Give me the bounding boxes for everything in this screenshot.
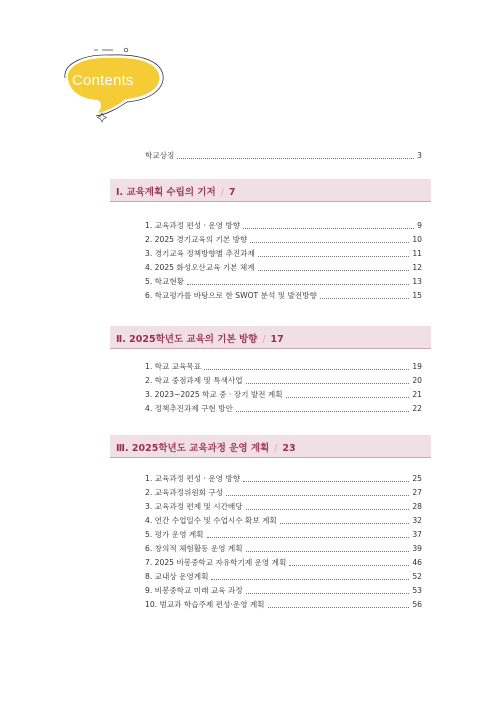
toc-entry[interactable] <box>145 558 422 568</box>
toc-entry-label: 6. 창의적 체험활동 운영 계획 <box>145 544 243 553</box>
toc-entry-label: 4. 2025 화성오산교육 기본 체계 <box>145 263 255 272</box>
toc-entry-page: 20 <box>412 376 422 385</box>
toc-entry-page: 13 <box>412 277 422 286</box>
toc-entry[interactable] <box>145 390 422 400</box>
toc-entry[interactable] <box>145 404 422 414</box>
leader-dots <box>226 495 409 496</box>
leader-dots <box>258 256 409 257</box>
toc-entry-intro[interactable] <box>145 151 422 161</box>
toc-entry[interactable] <box>145 277 422 287</box>
toc-entry-label: 학교상징 <box>145 151 175 160</box>
toc-entry[interactable] <box>145 502 422 512</box>
leader-dots <box>280 523 410 524</box>
toc-entry[interactable] <box>145 263 422 273</box>
leader-dots <box>243 228 414 229</box>
toc-entry-page: 15 <box>412 291 422 300</box>
toc-entry-label: 9. 비봉중학교 미래 교육 과정 <box>145 586 243 595</box>
section-header-2[interactable] <box>110 326 431 349</box>
toc-entry-label: 8. 교내상 운영계획 <box>145 572 209 581</box>
toc-entry[interactable] <box>145 221 422 231</box>
section-title <box>116 184 236 198</box>
leader-dots <box>204 369 409 370</box>
section-separator: / <box>262 334 266 345</box>
toc-entry-label: 7. 2025 비봉중학교 자유학기제 운영 계획 <box>145 558 287 567</box>
deco-circle <box>124 48 128 52</box>
section-title-text: Ⅱ. 2025학년도 교육의 기본 방향 <box>116 334 258 345</box>
section-page: 17 <box>270 334 284 345</box>
leader-dots <box>187 284 409 285</box>
toc-entry-page: 28 <box>412 502 422 511</box>
toc-entry[interactable] <box>145 530 422 540</box>
leader-dots <box>286 397 410 398</box>
toc-entry[interactable] <box>145 362 422 372</box>
leader-dots <box>236 411 409 412</box>
leader-dots <box>268 607 410 608</box>
toc-entry[interactable] <box>145 488 422 498</box>
leader-dots <box>250 242 409 243</box>
toc-entry[interactable] <box>145 376 422 386</box>
toc-entry-label: 1. 교육과정 편성 · 운영 방향 <box>145 474 241 483</box>
section-page: 7 <box>228 187 236 198</box>
toc-entry-label: 2. 2025 경기교육의 기본 방향 <box>145 235 248 244</box>
toc-entry-label: 3. 2023~2025 학교 중 · 장기 발전 계획 <box>145 390 283 399</box>
toc-entry-label: 6. 학교평가를 바탕으로 한 SWOT 분석 및 발전방향 <box>145 291 317 300</box>
toc-entry-label: 1. 학교 교육목표 <box>145 362 202 371</box>
section-header-1[interactable] <box>110 179 431 202</box>
section-title-text: Ⅲ. 2025학년도 교육과정 운영 계획 <box>116 443 270 454</box>
leader-dots <box>320 298 410 299</box>
section-title-text: Ⅰ. 교육계획 수립의 기저 <box>116 187 216 198</box>
section-separator: / <box>220 187 224 198</box>
toc-entry-page: 12 <box>412 263 422 272</box>
leader-dots <box>243 481 409 482</box>
toc-entry-page: 11 <box>412 249 422 258</box>
section-title <box>116 440 296 454</box>
toc-entry-page: 10 <box>412 235 422 244</box>
toc-entry-label: 4. 정책추진과제 구현 방안 <box>145 404 233 413</box>
leader-dots <box>207 537 410 538</box>
toc-entry-page: 32 <box>412 516 422 525</box>
leader-dots <box>246 593 410 594</box>
toc-entry-label: 1. 교육과정 편성 · 운영 방향 <box>145 221 241 230</box>
toc-entry[interactable] <box>145 474 422 484</box>
toc-entry[interactable] <box>145 544 422 554</box>
toc-entry[interactable] <box>145 586 422 596</box>
toc-entry[interactable] <box>145 516 422 526</box>
toc-entry[interactable] <box>145 249 422 259</box>
toc-entry[interactable] <box>145 291 422 301</box>
toc-entry-page: 37 <box>412 530 422 539</box>
toc-entry[interactable] <box>145 572 422 582</box>
toc-entry-label: 2. 교육과정위원회 구성 <box>145 488 224 497</box>
toc-entry-page: 3 <box>417 151 422 160</box>
toc-entry-page: 19 <box>412 362 422 371</box>
section-title <box>116 331 284 345</box>
toc-entry-label: 2. 학교 중점과제 및 특색사업 <box>145 376 243 385</box>
toc-entry-label: 5. 학교현황 <box>145 277 185 286</box>
toc-entry-page: 56 <box>412 600 422 609</box>
toc-entry-page: 25 <box>412 474 422 483</box>
toc-entry-page: 53 <box>412 586 422 595</box>
section-header-3[interactable] <box>110 435 431 458</box>
toc-entry-label: 10. 범교과 학습주제 편성·운영 계획 <box>145 600 265 609</box>
toc-entry[interactable] <box>145 600 422 610</box>
toc-entry[interactable] <box>145 235 422 245</box>
leader-dots <box>246 383 410 384</box>
toc-entry-label: 5. 평가 운영 계획 <box>145 530 204 539</box>
section-separator: / <box>274 443 278 454</box>
toc-entry-page: 22 <box>412 404 422 413</box>
leader-dots <box>246 551 410 552</box>
leader-dots <box>289 565 409 566</box>
toc-entry-page: 52 <box>412 572 422 581</box>
toc-entry-page: 39 <box>412 544 422 553</box>
toc-entry-page: 46 <box>412 558 422 567</box>
leader-dots <box>258 270 410 271</box>
toc-entry-page: 27 <box>412 488 422 497</box>
toc-entry-label: 3. 교육과정 편제 및 시간배당 <box>145 502 243 511</box>
leader-dots <box>177 158 414 159</box>
toc-entry-label: 3. 경기교육 정책방향별 추진과제 <box>145 249 255 258</box>
leader-dots <box>246 509 410 510</box>
section-page: 23 <box>282 443 296 454</box>
toc-entry-label: 4. 연간 수업일수 및 수업시수 확보 계획 <box>145 516 277 525</box>
toc-entry-page: 9 <box>417 221 422 230</box>
page-title: Contents <box>72 72 134 89</box>
toc-entry-page: 21 <box>412 390 422 399</box>
leader-dots <box>211 579 409 580</box>
